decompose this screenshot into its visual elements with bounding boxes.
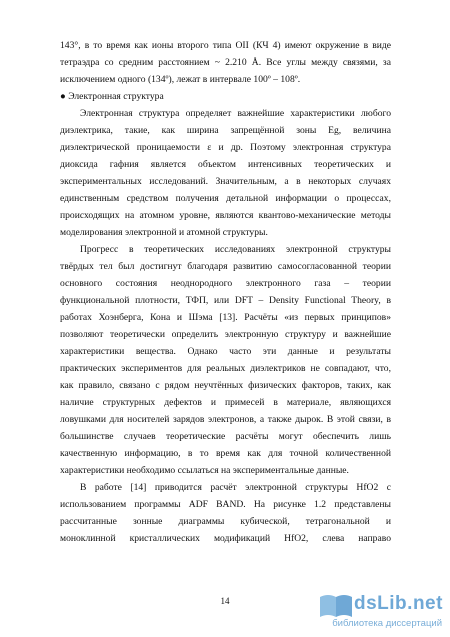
text-line: 143°, в то время как ионы второго типа OII (КЧ 4) имеют окружение в виде bbox=[60, 40, 391, 51]
text-line: функциональной плотности, ТФП, или DFT – Density Functional Theory, в bbox=[60, 295, 391, 306]
page-number: 14 bbox=[220, 596, 230, 606]
book-logo-icon bbox=[318, 591, 354, 619]
text-line: позволяют теоретически определить электронную структуру и важнейшие bbox=[60, 329, 391, 340]
text-line: происходящих на атомном уровне, являются квантово-механические методы bbox=[60, 210, 391, 221]
text-line: практических экспериментов для реальных диэлектриков не совпадают, что, bbox=[60, 363, 391, 374]
text-line: Электронная структура определяет важнейшие характеристики любого bbox=[80, 108, 391, 119]
text-line: качественную информацию, в то время как для точной количественной bbox=[60, 448, 391, 459]
watermark-subtitle: библиотека диссертаций bbox=[332, 618, 442, 629]
text-line: ловушками для носителей зарядов электронов, а также дырок. В этой связи, в bbox=[60, 414, 391, 425]
text-line: использованием программы ADF BAND. На рисунке 1.2 представлены bbox=[60, 499, 391, 510]
text-line: тетраэдра со средним расстоянием ~ 2.210 Å. Все углы между связями, за bbox=[60, 57, 391, 68]
text-line: как правило, связано с рядом неучтённых физических факторов, таких, как bbox=[60, 380, 391, 391]
text-line: твёрдых тел был достигнут благодаря развитию самосогласованной теории bbox=[60, 261, 391, 272]
text-line: основного состояния неоднородного электронного газа – теории bbox=[60, 278, 391, 289]
text-line: моноклинной кристаллических модификаций HfO2, слева направо bbox=[60, 533, 391, 544]
text-line: рассчитанные зонные диаграммы кубической, тетрагональной и bbox=[60, 516, 391, 527]
text-line: В работе [14] приводится расчёт электронной структуры HfO2 с bbox=[80, 482, 391, 493]
text-line: диоксида гафния является объектом интенсивных теоретических и bbox=[60, 159, 391, 170]
watermark-brand: dsLib.net bbox=[354, 593, 443, 614]
text-line: характеристики необходимо ссылаться на экспериментальные данные. bbox=[60, 465, 349, 476]
section-heading: ● Электронная структура bbox=[60, 91, 164, 102]
text-line: единственным средством получения детальной информации о процессах, bbox=[60, 193, 391, 204]
text-line: моделирования электронной и атомной структуры. bbox=[60, 227, 268, 238]
watermark bbox=[304, 591, 444, 633]
text-line: диэлектрика, такие, как ширина запрещённой зоны Eg, величина bbox=[60, 125, 391, 136]
text-line: диэлектрической проницаемости ε и др. Поэтому электронная структура bbox=[60, 142, 391, 153]
text-line: Прогресс в теоретических исследованиях электронной структуры bbox=[80, 244, 391, 255]
text-line: экспериментальных исследований. Значительным, а в некоторых случаях bbox=[60, 176, 391, 187]
text-line: исключением одного (134º), лежат в интервале 100º – 108º. bbox=[60, 74, 301, 85]
text-line: работах Хоэнберга, Кона и Шэма [13]. Расчёты «из первых принципов» bbox=[60, 312, 391, 323]
text-line: большинстве случаев теоретические расчёты могут обеспечить лишь bbox=[60, 431, 391, 442]
text-line: характеристики вещества. Однако часто эти данные и результаты bbox=[60, 346, 391, 357]
text-line: наличие структурных дефектов и примесей в материале, являющихся bbox=[60, 397, 391, 408]
